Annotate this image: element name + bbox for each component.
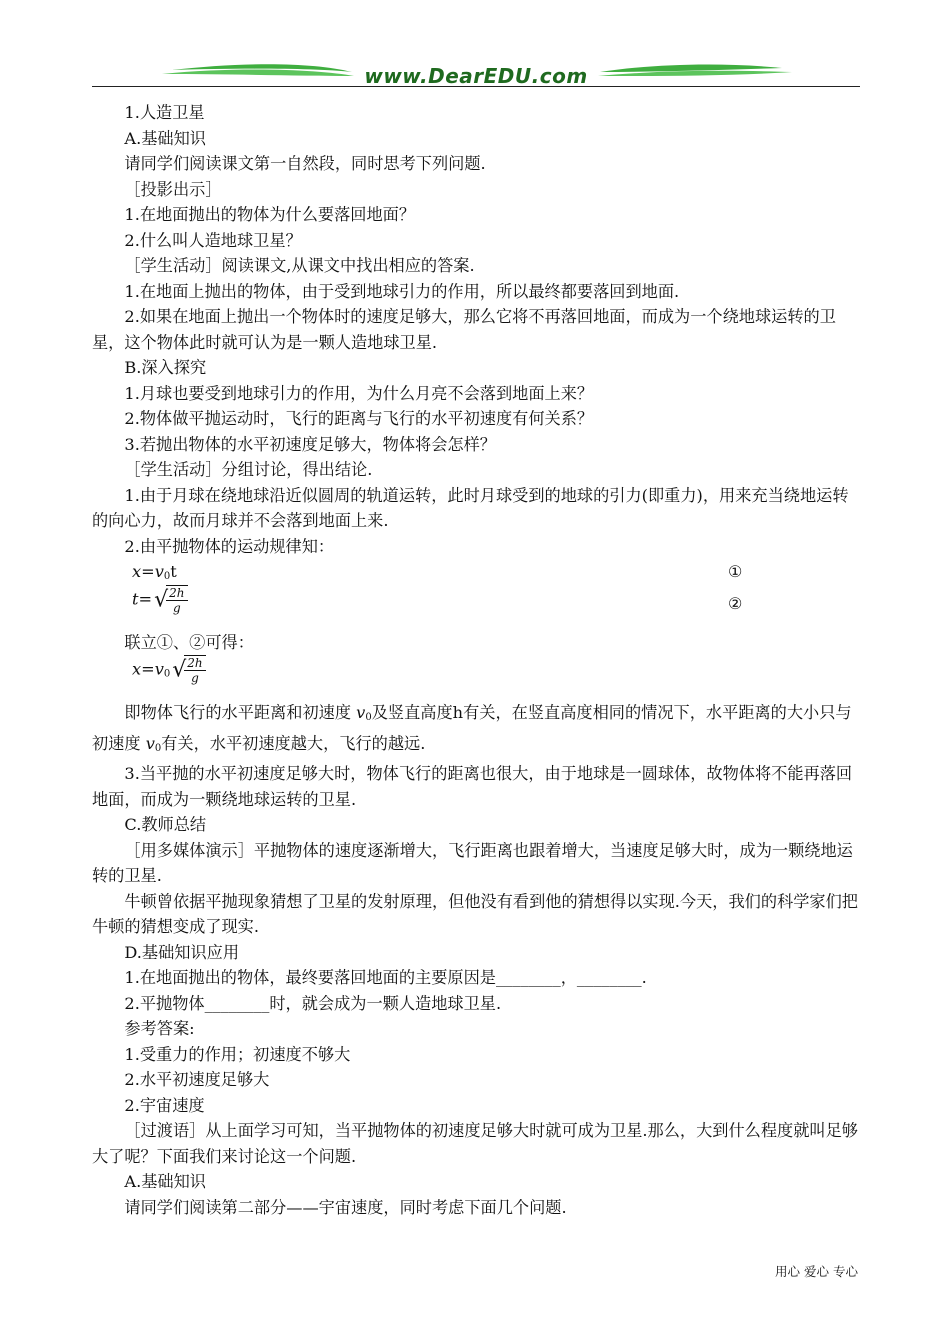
heading-1: 1.人造卫星 [124,103,205,122]
document-body [92,100,860,1220]
paragraph: 2.平抛物体________时，就会成为一颗人造地球卫星. [124,993,502,1013]
paragraph: 联立①、②可得： [124,632,254,652]
paragraph: 1.在地面抛出的物体为什么要落回地面？ [124,205,416,224]
heading-c: C.教师总结 [124,815,207,834]
paragraph: 牛顿曾依据平抛现象猜想了卫星的发射原理，但他没有看到他的猜想得以实现.今天，我们的科学家们把牛顿的猜想变成了现实. [92,891,858,936]
paragraph: 1.由于月球在绕地球沿近似圆周的轨道运转，此时月球受到的地球的引力(即重力)，用来充当绕地运转的向心力，故而月球并不会落到地面上来. [92,485,849,530]
paragraph: 1.受重力的作用；初速度不够大 [124,1044,351,1064]
heading-b: B.深入探究 [124,358,207,377]
paragraph: 请同学们阅读课文第一自然段，同时思考下列问题. [124,154,486,173]
site-header [92,56,860,96]
paragraph: ［学生活动］阅读课文,从课文中找出相应的答案. [124,256,475,275]
paragraph: 1.在地面抛出的物体，最终要落回地面的主要原因是________，________. [124,968,647,987]
formula-2-expr: t=√ $\frac{2h}{g}$ [132,585,188,615]
formula-3-expr: $x=v_0√$ $\frac{2h}{g}$ [132,655,206,687]
paragraph: 请同学们阅读第二部分——宇宙速度，同时考虑下面几个问题. [124,1197,567,1217]
paragraph: 1.月球也要受到地球引力的作用，为什么月亮不会落到地面上来？ [124,383,594,403]
formula-1-number: ① [728,562,743,581]
paragraph: 2.什么叫人造地球卫星？ [124,230,302,250]
site-logo-text: www.DearEDU.com [364,64,588,88]
paragraph: ［过渡语］从上面学习可知，当平抛物体的初速度足够大时就可成为卫星.那么，大到什么程度就叫足够大了呢？下面我们来讨论这一个问题. [92,1121,858,1166]
formula-2-number: ② [728,593,743,613]
paragraph: 2.由平抛物体的运动规律知： [124,536,335,556]
paragraph: 2.如果在地面上抛出一个物体时的速度足够大，那么它将不再落回地面，而成为一个绕地球运转的卫星，这个物体此时就可认为是一颗人造地球卫星. [92,307,836,352]
paragraph: ［投影出示］ [124,179,222,199]
formula-1 [92,559,860,585]
formula-1-expr: $x=v_0t$ [132,562,177,582]
paragraph-explanation: 即物体飞行的水平距离和初速度 $v_0$及竖直高度h有关，在竖直高度相同的情况下，水平距离的大小只与初速度 $v_0$有关，水平初速度越大，飞行的越远. [92,703,852,754]
paragraph: 2.水平初速度足够大 [124,1070,270,1089]
heading-a: A.基础知识 [124,128,206,148]
paragraph: ［用多媒体演示］平抛物体的速度逐渐增大，飞行距离也跟着增大，当速度足够大时，成为一颗绕地运转的卫星. [92,840,853,885]
page-footer: 用心 爱心 专心 [775,1264,858,1279]
paragraph: ［学生活动］分组讨论，得出结论. [124,460,373,479]
heading-2: 2.宇宙速度 [124,1095,205,1115]
header-rule [92,86,860,87]
formula-2 [92,585,860,630]
paragraph: 3.若抛出物体的水平初速度足够大，物体将会怎样？ [124,434,496,454]
heading-d: D.基础知识应用 [124,942,240,962]
formula-3 [92,655,860,700]
paragraph: 2.物体做平抛运动时，飞行的距离与飞行的水平初速度有何关系？ [124,409,594,428]
paragraph: 1.在地面上抛出的物体，由于受到地球引力的作用，所以最终都要落回到地面. [124,281,680,301]
paragraph: 3.当平抛的水平初速度足够大时，物体飞行的距离也很大，由于地球是一圆球体，故物体将不能再落回地面，而成为一颗绕地球运转的卫星. [92,764,853,809]
paragraph: 参考答案: [124,1019,195,1038]
heading-a: A.基础知识 [124,1172,206,1191]
